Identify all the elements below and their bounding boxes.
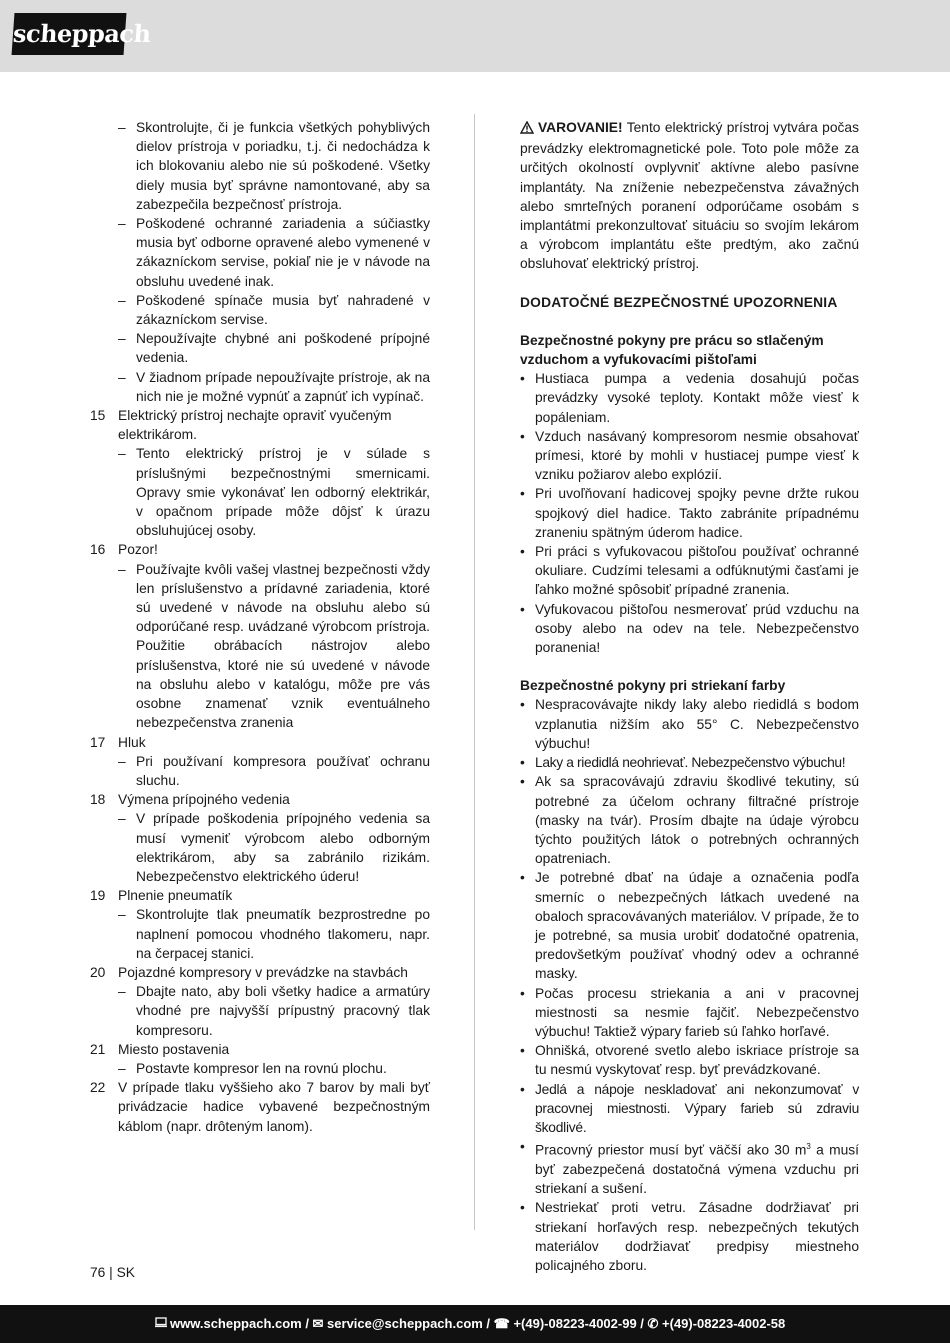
numbered-item: 16 Pozor! [90,542,158,558]
list-item: • Laky a riedidlá neohrievať. Nebezpečenstvo výbuchu! [520,755,846,771]
list-item: – Poškodené ochranné zariadenia a súčiastky musia byť odborne opravené alebo vymenené v zákazníckom servise, pokiaľ nie je v návode na obsluhu uvedené inak. [118,216,430,289]
list-item: • Počas procesu striekania a ani v pracovnej miestnosti sa nesmie fajčiť. Nebezpečenstvo výbuchu! Taktiež výpary farieb sú ľahko horľavé. [520,985,859,1039]
list-item: • Ak sa spracovávajú zdraviu škodlivé tekutiny, sú potrebné za účelom ochrany filtračné prístroje (masky na tvár). Prosím dbajte na údaje výrobcu týchto použitých látok o potrebných ochranných opatreniach. [520,774,859,867]
subheading-paint-spraying: Bezpečnostné pokyny pri striekaní farby [520,678,786,694]
brand-logo: scheppach [12,13,127,55]
subheading-compressed-air: Bezpečnostné pokyny pre prácu so stlačeným vzduchom a vyfukovacími pištoľami [520,332,824,368]
numbered-item: 18 Výmena prípojného vedenia [90,792,290,808]
warning-paragraph: VAROVANIE! Tento elektrický prístroj vytvára počas prevádzky elektromagnetické pole. Toto pole môže za určitých okolností ovplyvniť aktívne alebo pasívne implantáty. Na zníženie nebezpečenstva závažných alebo smrteľných poranení odporúčame osobám s implantátmi prekonzultovať situáciu so svojím lekárom a výrobcom implantátu ešte predtým, ako začnú obsluhovať elektrický prístroj. [520,120,859,272]
numbered-item: 22 V prípade tlaku vyššieho ako 7 barov by mali byť privádzacie hadice vybavené bezpečnostným káblom (napr. drôteným lanom). [90,1080,430,1134]
dash-marker: – [118,331,126,347]
list-item: • Hustiaca pumpa a vedenia dosahujú počas prevádzky vysoké teploty. Kontakt môže viesť k popáleniam. [520,371,859,425]
dash-marker: – [118,369,126,385]
dash-marker: – [118,292,126,308]
list-item: – Postavte kompresor len na rovnú plochu. [118,1060,387,1076]
list-item: • Pri uvoľňovaní hadicovej spojky pevne držte rukou spojkový diel hadice. Takto zabránite prípadnému zraneniu spätným úderom hadice. [520,486,859,540]
list-item: – Poškodené spínače musia byť nahradené v zákazníckom servise. [118,292,430,328]
list-item: – V prípade poškodenia prípojného vedenia sa musí vymeniť výrobcom alebo odborným elektrikárom, aby sa zabránilo rizikám. Nebezpečenstvo elektrického úderu! [118,811,430,884]
numbered-item: 21 Miesto postavenia [90,1041,230,1057]
footer-bar [0,1305,950,1343]
numbered-item: 20 Pojazdné kompresory v prevádzke na stavbách [90,964,408,980]
numbered-item: 17 Hluk [90,734,146,750]
page-number: 76 | SK [90,1265,136,1280]
list-item: – Pri používaní kompresora používať ochranu sluchu. [118,753,430,788]
right-column [520,118,859,1275]
list-item: – Skontrolujte, či je funkcia všetkých pohyblivých dielov prístroja v poriadku, t.j. či nedochádza k ich blokovaniu alebo nie sú poškodené. Všetky diely musia byť správne namontované, aby sa zabezpečila bezpečnosť prístroja. [118,120,430,212]
list-item: • Jedlá a nápoje neskladovať ani nekonzumovať v pracovnej miestnosti. Výpary farieb sú zdraviu škodlivé. [520,1081,859,1135]
contact-line[interactable]: www.scheppach.com / ✉ service@scheppach.com / ☎ +(49)-08223-4002-99 / ✆ +(49)-08223-4002-58 [170,1316,786,1331]
column-divider [474,114,475,1230]
list-item: • Ohnišká, otvorené svetlo alebo iskriace prístroje sa tu nesmú vyskytovať resp. byť prevádzkované. [520,1043,859,1078]
list-item: – Používajte kvôli vašej vlastnej bezpečnosti vždy len príslušenstvo a prídavné zariadenia, ktoré sú uvedené v návode na obsluhu alebo sú odporúčané resp. uvádzané výrobcom prístroja. Použitie obrábacích nástrojov alebo príslušenstva, ktoré nie sú uvedené v návode na obsluhu alebo v katalógu, môže pre vás osobne znamenať vznik eventuálneho nebezpečenstva zranenia [118,561,430,731]
left-column [90,118,430,1136]
section-title: DODATOČNÉ BEZPEČNOSTNÉ UPOZORNENIA [520,294,838,310]
list-item: • Vyfukovacou pištoľou nesmerovať prúd vzduchu na osoby alebo na odev na tele. Nebezpečenstvo poranenia! [520,601,859,656]
numbered-item: 19 Plnenie pneumatík [90,888,233,904]
list-item: • Je potrebné dbať na údaje a označenia podľa smerníc o nebezpečných látkach uvedené na obaloch spracovávaných materiálov. V prípade, že to je potrebné, sa musia urobiť dodatočné opatrenia, predovšetkým používať vhodný odev a ochranné masky. [520,870,859,982]
list-item: • Nestriekať proti vetru. Zásadne dodržiavať pri striekaní horľavých resp. nebezpečných tekutých materiálov dodržiavať predpisy miestneho policajného zboru. [520,1200,859,1273]
dash-marker: – [118,216,126,232]
list-item: – V žiadnom prípade nepoužívajte prístroje, ak na nich nie je možné vypnúť a zapnúť ich vypínač. [118,369,430,404]
list-item: – Nepoužívajte chybné ani poškodené prípojné vedenia. [118,331,430,366]
dash-marker: – [118,120,126,135]
header-bar [0,0,950,72]
list-item: • Pracovný priestor musí byť väčší ako 30 $m^3$ a musí byť zabezpečená dostatočná výmena vzduchu pri striekaní a sušení. [520,1139,859,1197]
warning-icon [520,120,534,139]
computer-icon [155,1305,167,1343]
list-item: – Skontrolujte tlak pneumatík bezprostredne po naplnení pomocou vhodného tlakomeru, napr. na čerpacej stanici. [118,907,430,961]
list-item: – Tento elektrický prístroj je v súlade s príslušnými bezpečnostnými smernicami. Opravy smie vykonávať len odborný elektrikár, v opačnom prípade môže dôjsť k úrazu obsluhujúcej osoby. [118,446,430,539]
warning-label: VAROVANIE! [538,120,623,135]
numbered-item: 15 Elektrický prístroj nechajte opraviť vyučeným elektrikárom. [90,408,392,443]
list-item: • Vzduch nasávaný kompresorom nesmie obsahovať prímesi, ktoré by mohli v hustiacej pumpe viesť k vzniku požiarov alebo explózií. [520,428,859,483]
list-item: – Dbajte nato, aby boli všetky hadice a armatúry vhodné pre najvyšší prípustný pracovný tlak kompresoru. [118,984,430,1038]
list-item: • Pri práci s vyfukovacou pištoľou používať ochranné okuliare. Cudzími telesami a odfúknutými časťami je ľahko možné spôsobiť prípadné zranenia. [520,544,859,598]
list-item: • Nespracovávajte nikdy laky alebo riedidlá s bodom vzplanutia nižším ako 55° C. Nebezpečenstvo výbuchu! [520,697,859,751]
